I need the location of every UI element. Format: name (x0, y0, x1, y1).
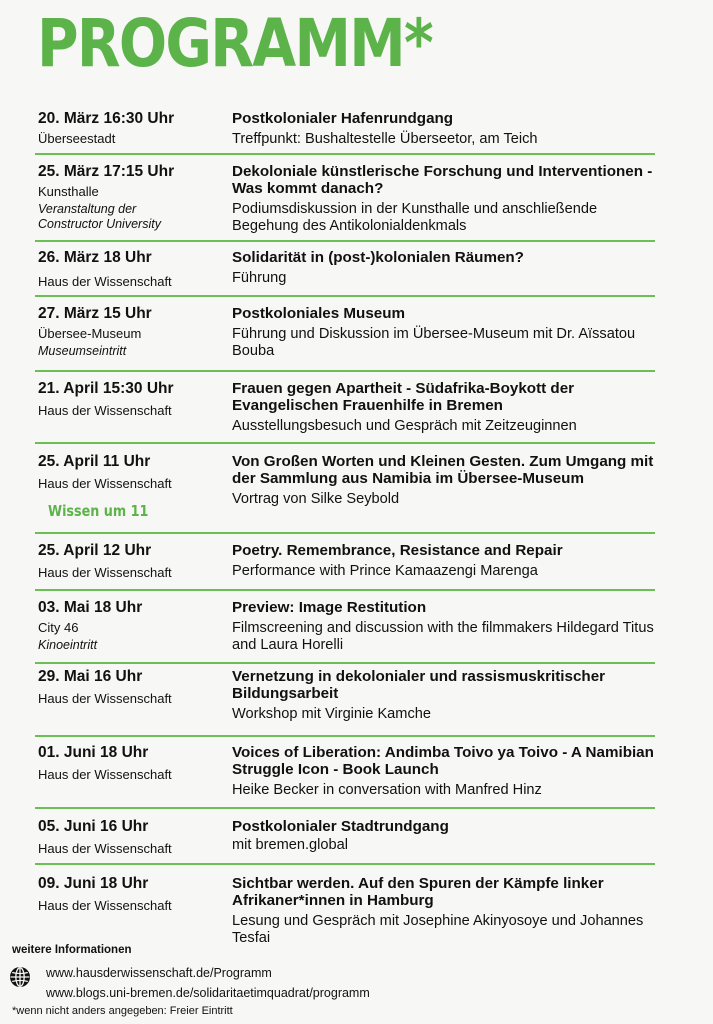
event-description: mit bremen.global (232, 837, 348, 853)
event-location: Haus der Wissenschaft (38, 476, 172, 491)
event-location: Haus der Wissenschaft (38, 767, 172, 782)
divider (35, 240, 655, 242)
event-location: Haus der Wissenschaft (38, 403, 172, 418)
divider (35, 662, 655, 664)
event-description: Performance with Prince Kamaazengi Marenga (232, 563, 538, 579)
website-link[interactable]: www.hausderwissenschaft.de/Programm (46, 966, 272, 980)
event-description: Lesung und Gespräch mit Josephine Akinyosoye und Johannes Tesfai (232, 913, 644, 946)
divider (35, 532, 655, 534)
page-title: PROGRAMM* (37, 5, 432, 82)
event-description: Führung (232, 270, 287, 286)
event-title: Poetry. Remembrance, Resistance and Repair (232, 542, 563, 559)
event-description: Podiumsdiskussion in der Kunsthalle und anschließende Begehung des Antikolonialdenkmals (232, 201, 598, 234)
event-description: Workshop mit Virginie Kamche (232, 706, 431, 722)
divider (35, 295, 655, 297)
event-note: Veranstaltung der Constructor University (38, 202, 161, 231)
event-title: Von Großen Worten und Kleinen Gesten. Zum Umgang mit der Sammlung aus Namibia im Übersee-Museum (232, 453, 654, 487)
event-title: Solidarität in (post-)kolonialen Räumen? (232, 249, 524, 266)
event-location: Übersee-Museum (38, 326, 142, 341)
event-date: 09. Juni 18 Uhr (38, 875, 149, 892)
event-date: 25. März 17:15 Uhr (38, 163, 175, 180)
divider (35, 442, 655, 444)
event-date: 20. März 16:30 Uhr (38, 110, 175, 127)
event-date: 05. Juni 16 Uhr (38, 818, 149, 835)
event-location: Haus der Wissenschaft (38, 691, 172, 706)
event-title: Sichtbar werden. Auf den Spuren der Kämpfe linker Afrikaner*innen in Hamburg (232, 875, 604, 909)
event-location: Haus der Wissenschaft (38, 565, 172, 580)
event-location: Haus der Wissenschaft (38, 841, 172, 856)
divider (35, 589, 655, 591)
divider (35, 735, 655, 737)
event-date: 25. April 12 Uhr (38, 542, 152, 559)
divider (35, 807, 655, 809)
event-description: Heike Becker in conversation with Manfred Hinz (232, 782, 542, 798)
footnote: *wenn nicht anders angegeben: Freier Eintritt (12, 1005, 233, 1017)
event-title: Frauen gegen Apartheit - Südafrika-Boykott der Evangelischen Frauenhilfe in Bremen (232, 380, 575, 414)
globe-icon (9, 966, 31, 988)
event-description: Führung und Diskussion im Übersee-Museum mit Dr. Aïssatou Bouba (232, 326, 636, 359)
event-date: 21. April 15:30 Uhr (38, 380, 174, 397)
event-location: Haus der Wissenschaft (38, 898, 172, 913)
event-date: 29. Mai 16 Uhr (38, 668, 143, 685)
event-date: 27. März 15 Uhr (38, 305, 152, 322)
event-date: 26. März 18 Uhr (38, 249, 152, 266)
event-description: Treffpunkt: Bushaltestelle Überseetor, am Teich (232, 131, 538, 147)
event-title: Postkolonialer Hafenrundgang (232, 110, 454, 127)
event-description: Ausstellungsbesuch und Gespräch mit Zeitzeuginnen (232, 418, 577, 434)
series-badge: Wissen um 11 (48, 502, 149, 520)
event-title: Preview: Image Restitution (232, 599, 427, 616)
event-location: Überseestadt (38, 131, 116, 146)
event-location: Kunsthalle (38, 184, 99, 199)
event-title: Postkoloniales Museum (232, 305, 406, 322)
event-date: 01. Juni 18 Uhr (38, 744, 149, 761)
divider (35, 370, 655, 372)
event-title: Voices of Liberation: Andimba Toivo ya Toivo - A Namibian Struggle Icon - Book Launch (232, 744, 654, 778)
event-title: Postkolonialer Stadtrundgang (232, 818, 449, 835)
event-location: City 46 (38, 620, 79, 635)
event-description: Vortrag von Silke Seybold (232, 491, 400, 507)
event-date: 25. April 11 Uhr (38, 453, 151, 470)
event-title: Vernetzung in dekolonialer und rassismuskritischer Bildungsarbeit (232, 668, 606, 702)
footer-heading: weitere Informationen (12, 944, 132, 956)
event-location: Haus der Wissenschaft (38, 274, 172, 289)
event-note: Kinoeintritt (38, 638, 98, 652)
blog-link[interactable]: www.blogs.uni-bremen.de/solidaritaetimquadrat/programm (46, 986, 370, 1000)
event-date: 03. Mai 18 Uhr (38, 599, 143, 616)
divider (35, 153, 655, 155)
divider (35, 863, 655, 865)
event-description: Filmscreening and discussion with the filmmakers Hildegard Titus and Laura Horelli (232, 620, 654, 653)
event-note: Museumseintritt (38, 344, 127, 358)
event-title: Dekoloniale künstlerische Forschung und Interventionen - Was kommt danach? (232, 163, 653, 197)
